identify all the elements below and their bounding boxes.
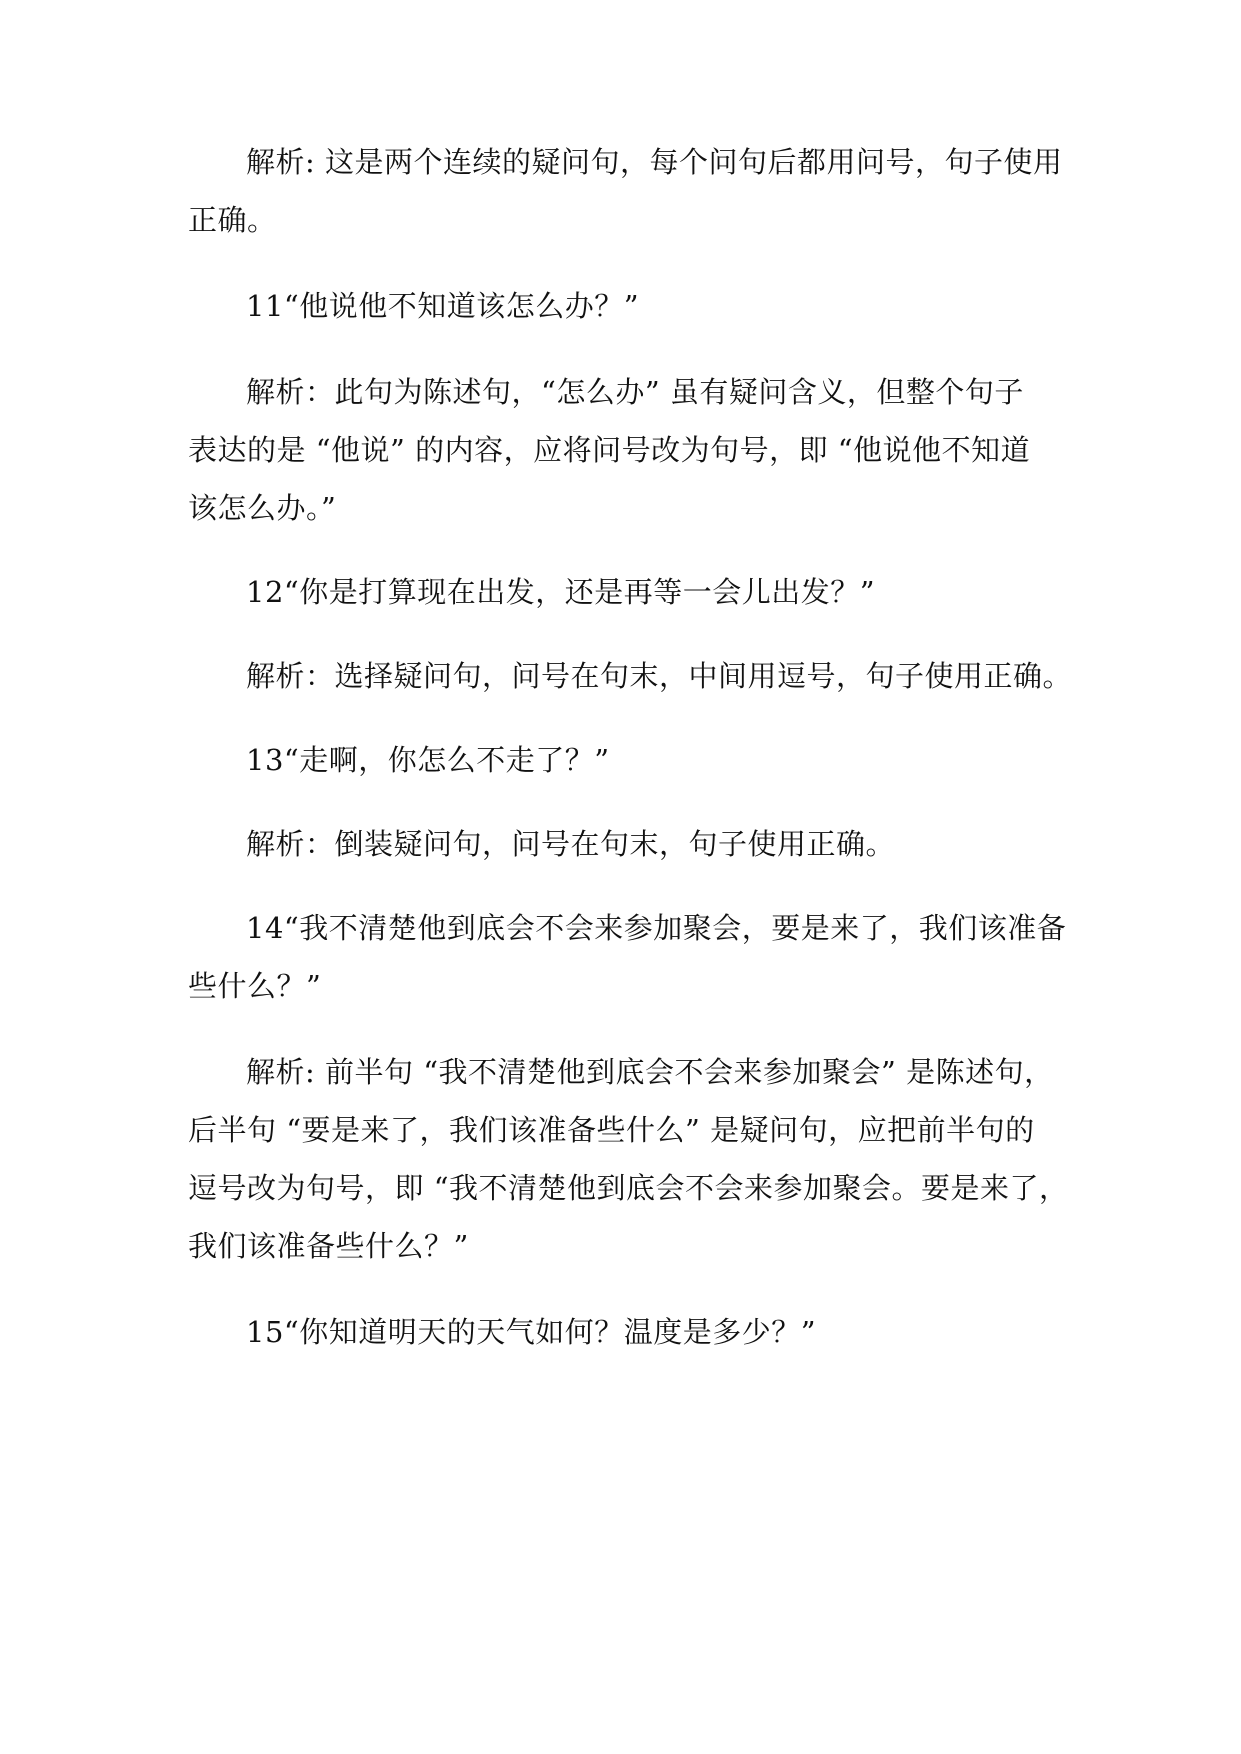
analysis-14-line-3: 逗号改为句号，即 “我不清楚他到底会不会来参加聚会。要是来了， <box>188 1171 1069 1205</box>
item-13-sentence: 13“走啊，你怎么不走了？” <box>246 743 610 777</box>
analysis-13-line-1: 解析：倒装疑问句，问号在句末，句子使用正确。 <box>246 827 896 861</box>
analysis-14-line-2: 后半句 “要是来了，我们该准备些什么” 是疑问句，应把前半句的 <box>188 1113 1035 1147</box>
item-15-sentence: 15“你知道明天的天气如何？温度是多少？” <box>246 1315 817 1349</box>
analysis-14-line-1: 解析: 前半句 “我不清楚他到底会不会来参加聚会” 是陈述句， <box>246 1055 1054 1089</box>
item-11-sentence: 11“他说他不知道该怎么办？” <box>246 289 640 323</box>
analysis-10-line-2: 正确。 <box>188 203 277 237</box>
item-14-sentence-line-2: 些什么？” <box>188 969 322 1003</box>
analysis-11-line-3: 该怎么办。” <box>188 491 337 525</box>
analysis-11-line-1: 解析：此句为陈述句，“怎么办” 虽有疑问含义，但整个句子 <box>246 375 1024 409</box>
analysis-14-line-4: 我们该准备些什么？” <box>188 1229 469 1263</box>
item-12-sentence: 12“你是打算现在出发，还是再等一会儿出发？” <box>246 575 876 609</box>
analysis-10-line-1: 解析: 这是两个连续的疑问句，每个问句后都用问号，句子使用 <box>246 145 1063 179</box>
item-14-sentence-line-1: 14“我不清楚他到底会不会来参加聚会，要是来了，我们该准备 <box>246 911 1067 945</box>
analysis-11-line-2: 表达的是 “他说” 的内容，应将问号改为句号，即 “他说他不知道 <box>188 433 1031 467</box>
analysis-12-line-1: 解析：选择疑问句，问号在句末，中间用逗号，句子使用正确。 <box>246 659 1073 693</box>
